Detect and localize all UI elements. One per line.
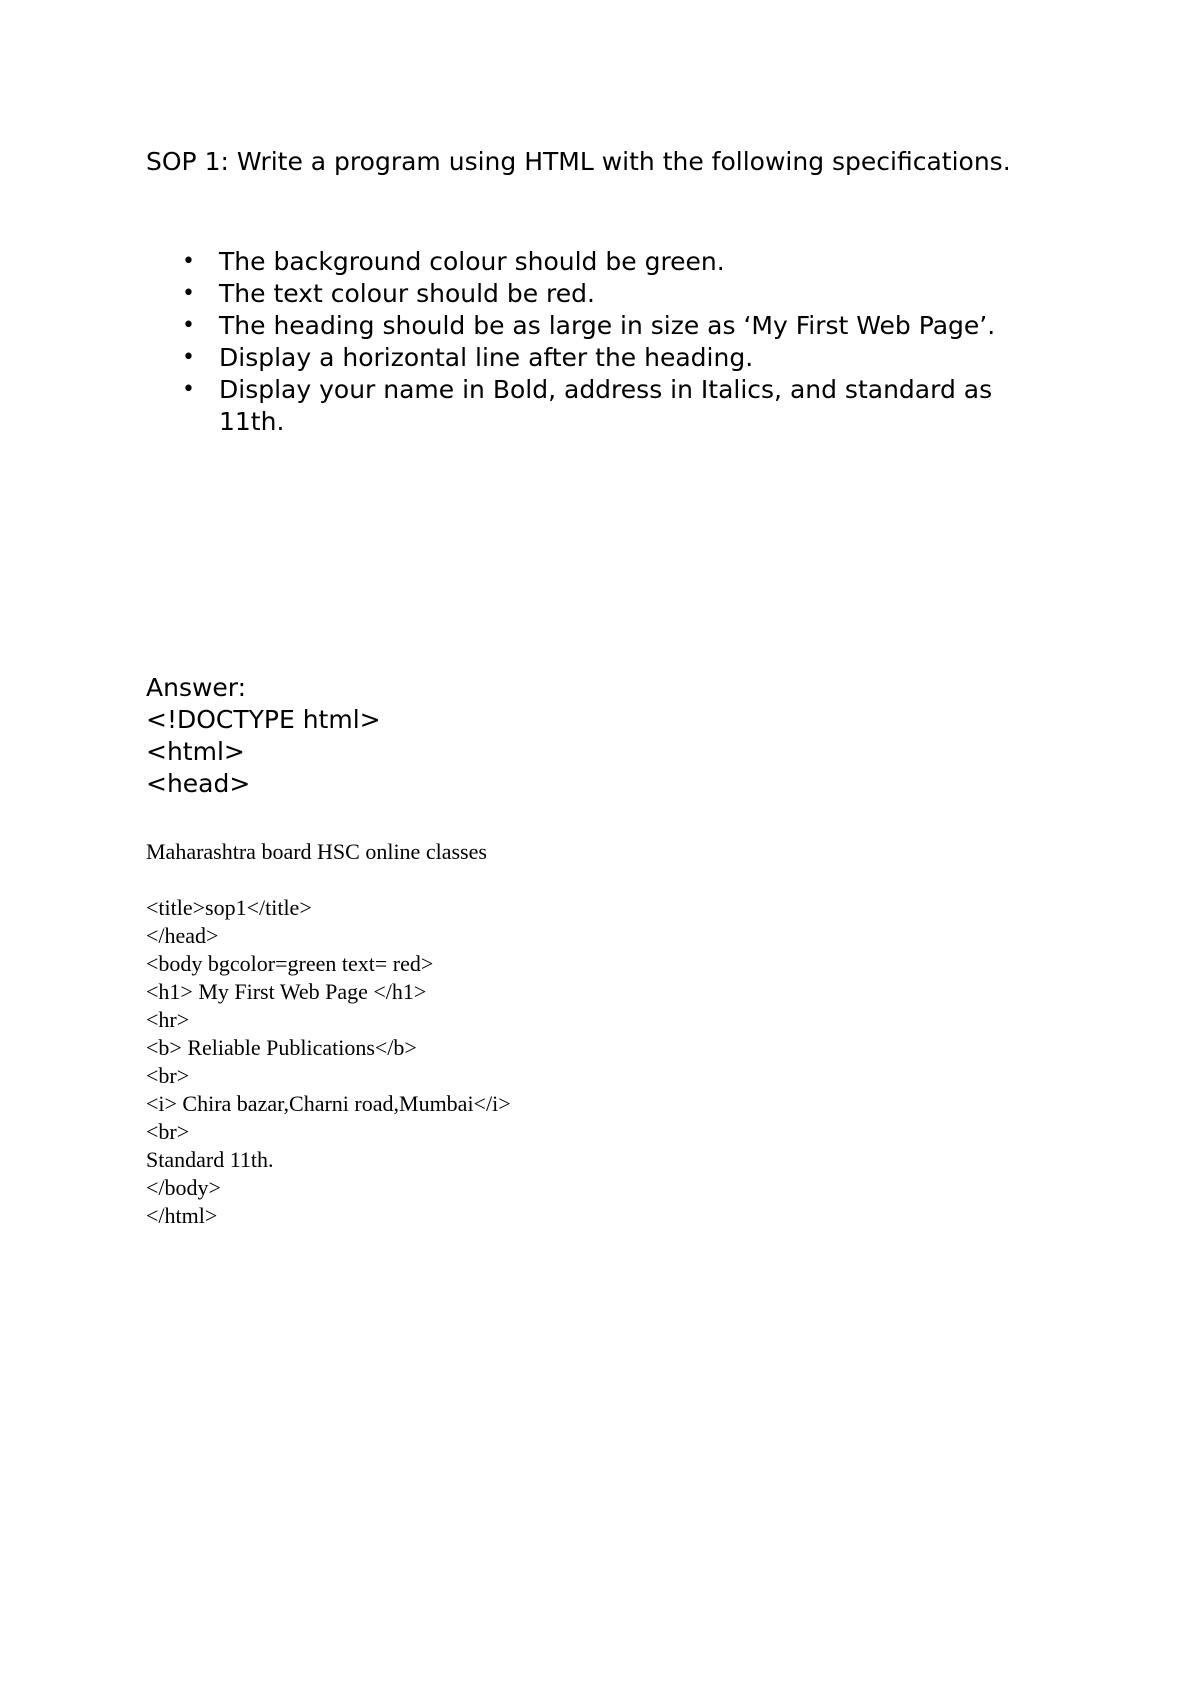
code-line: <br>: [146, 1119, 190, 1144]
code-line: Standard 11th.: [146, 1147, 274, 1172]
specification-list: [146, 246, 1046, 438]
question-title: SOP 1: Write a program using HTML with the following specifications.: [146, 147, 1011, 176]
answer-code-line: <html>: [146, 737, 245, 766]
code-line: </body>: [146, 1175, 221, 1200]
code-line: <b> Reliable Publications</b>: [146, 1035, 417, 1060]
spec-item: [146, 246, 1046, 278]
answer-code-line: <head>: [146, 769, 251, 798]
bullet-icon: •: [182, 377, 195, 402]
code-line: <h1> My First Web Page </h1>: [146, 979, 427, 1004]
code-line: <br>: [146, 1063, 190, 1088]
bullet-icon: •: [182, 345, 195, 370]
bullet-icon: •: [182, 249, 195, 274]
spec-item-text: Display a horizontal line after the heading.: [219, 343, 754, 372]
code-block: [146, 894, 511, 1230]
spec-item-text: The text colour should be red.: [219, 279, 595, 308]
code-line: </html>: [146, 1203, 218, 1228]
watermark-text: Maharashtra board HSC online classes: [146, 839, 487, 864]
code-line: <i> Chira bazar,Charni road,Mumbai</i>: [146, 1091, 511, 1116]
code-line: </head>: [146, 923, 219, 948]
code-line: <title>sop1</title>: [146, 895, 312, 920]
code-line: <body bgcolor=green text= red>: [146, 951, 434, 976]
bullet-icon: •: [182, 281, 195, 306]
answer-code-line: <!DOCTYPE html>: [146, 705, 381, 734]
spec-item-text: The heading should be as large in size as ‘My First Web Page’.: [219, 311, 996, 340]
spec-item: [146, 374, 1046, 438]
spec-item: [146, 310, 1046, 342]
spec-item: [146, 278, 1046, 310]
answer-block: [146, 672, 381, 800]
code-line: <hr>: [146, 1007, 190, 1032]
spec-item-text: Display your name in Bold, address in Italics, and standard as 11th.: [219, 375, 993, 436]
answer-label: Answer:: [146, 673, 247, 702]
bullet-icon: •: [182, 313, 195, 338]
spec-item: [146, 342, 1046, 374]
spec-item-text: The background colour should be green.: [219, 247, 725, 276]
